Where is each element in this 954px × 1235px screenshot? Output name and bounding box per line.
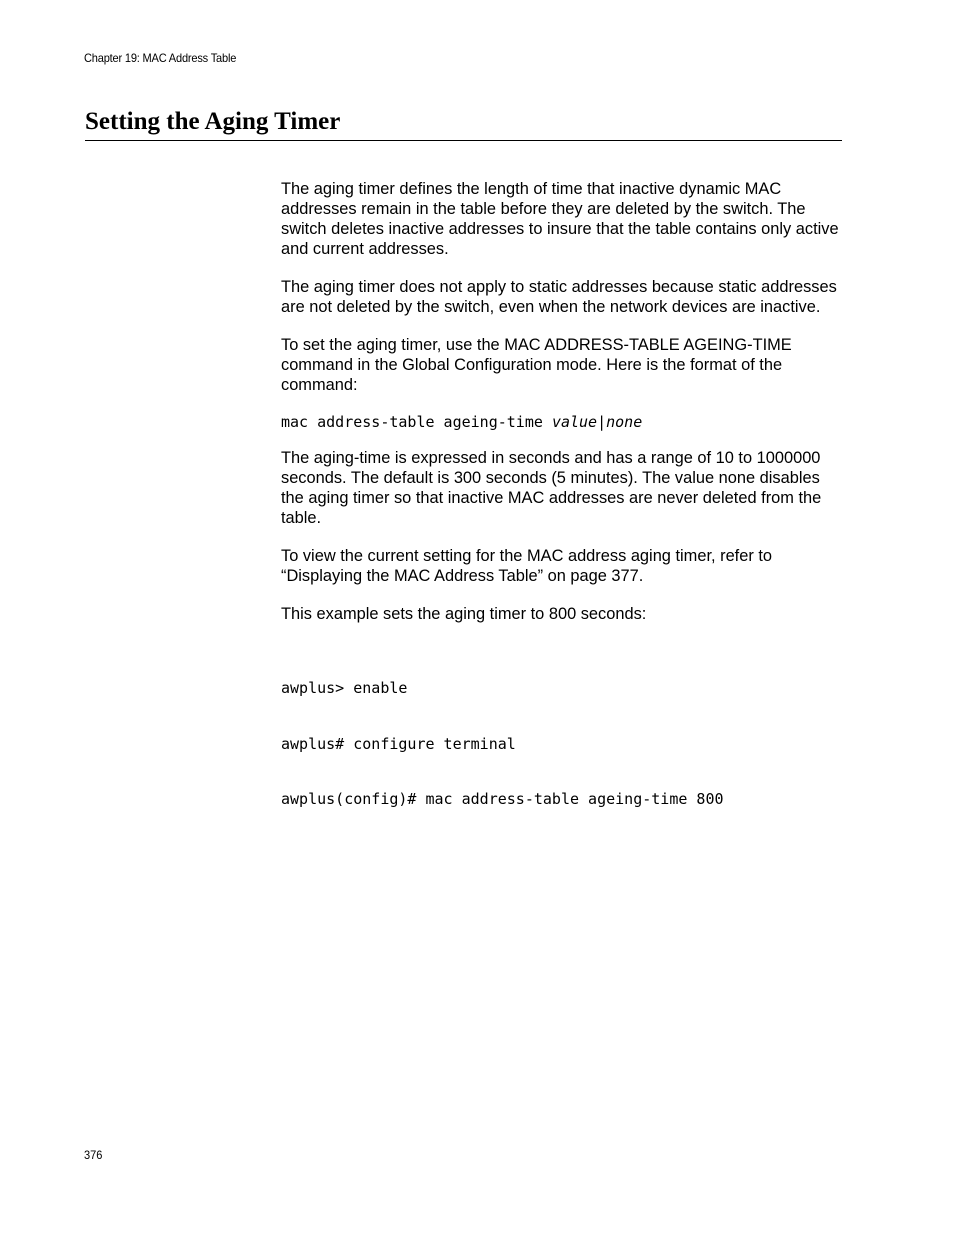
running-header: Chapter 19: MAC Address Table — [84, 51, 237, 65]
paragraph-view-setting: To view the current setting for the MAC address aging timer, refer to “Displaying the MAC Address Table” on page 377. — [281, 547, 773, 585]
example-code-block — [281, 642, 846, 846]
code-line: awplus> enable — [281, 679, 408, 697]
body-content — [281, 179, 846, 846]
paragraph-aging-timer-definition: The aging timer defines the length of time that inactive dynamic MAC addresses remain in the table before they are deleted by the switch. The switch deletes inactive addresses to insure that the table contains only active and current addresses. — [281, 180, 839, 258]
section-title: Setting the Aging Timer — [85, 108, 341, 135]
code-line: awplus# configure terminal — [281, 734, 516, 753]
syntax-command: mac address-table ageing-time — [281, 413, 552, 431]
paragraph-aging-time-range: The aging-time is expressed in seconds and has a range of 10 to 1000000 seconds. The default is 300 seconds (5 minutes). The value none disables the aging timer so that inactive MAC addresses are never deleted from the table. — [281, 449, 822, 527]
syntax-separator: | — [597, 413, 607, 431]
paragraph-static-addresses: The aging timer does not apply to static addresses because static addresses are not deleted by the switch, even when the network devices are inactive. — [281, 278, 837, 316]
code-line: awplus(config)# mac address-table ageing-time 800 — [281, 790, 724, 808]
syntax-arg-none: none — [606, 413, 643, 431]
syntax-arg-value: value — [551, 413, 598, 431]
title-rule — [85, 140, 842, 141]
paragraph-set-aging-timer: To set the aging timer, use the MAC ADDRESS-TABLE AGEING-TIME command in the Global Configuration mode. Here is the format of the command: — [281, 336, 792, 394]
command-syntax — [281, 413, 846, 432]
paragraph-example-intro: This example sets the aging timer to 800 seconds: — [281, 605, 647, 623]
page-number: 376 — [84, 1148, 103, 1162]
